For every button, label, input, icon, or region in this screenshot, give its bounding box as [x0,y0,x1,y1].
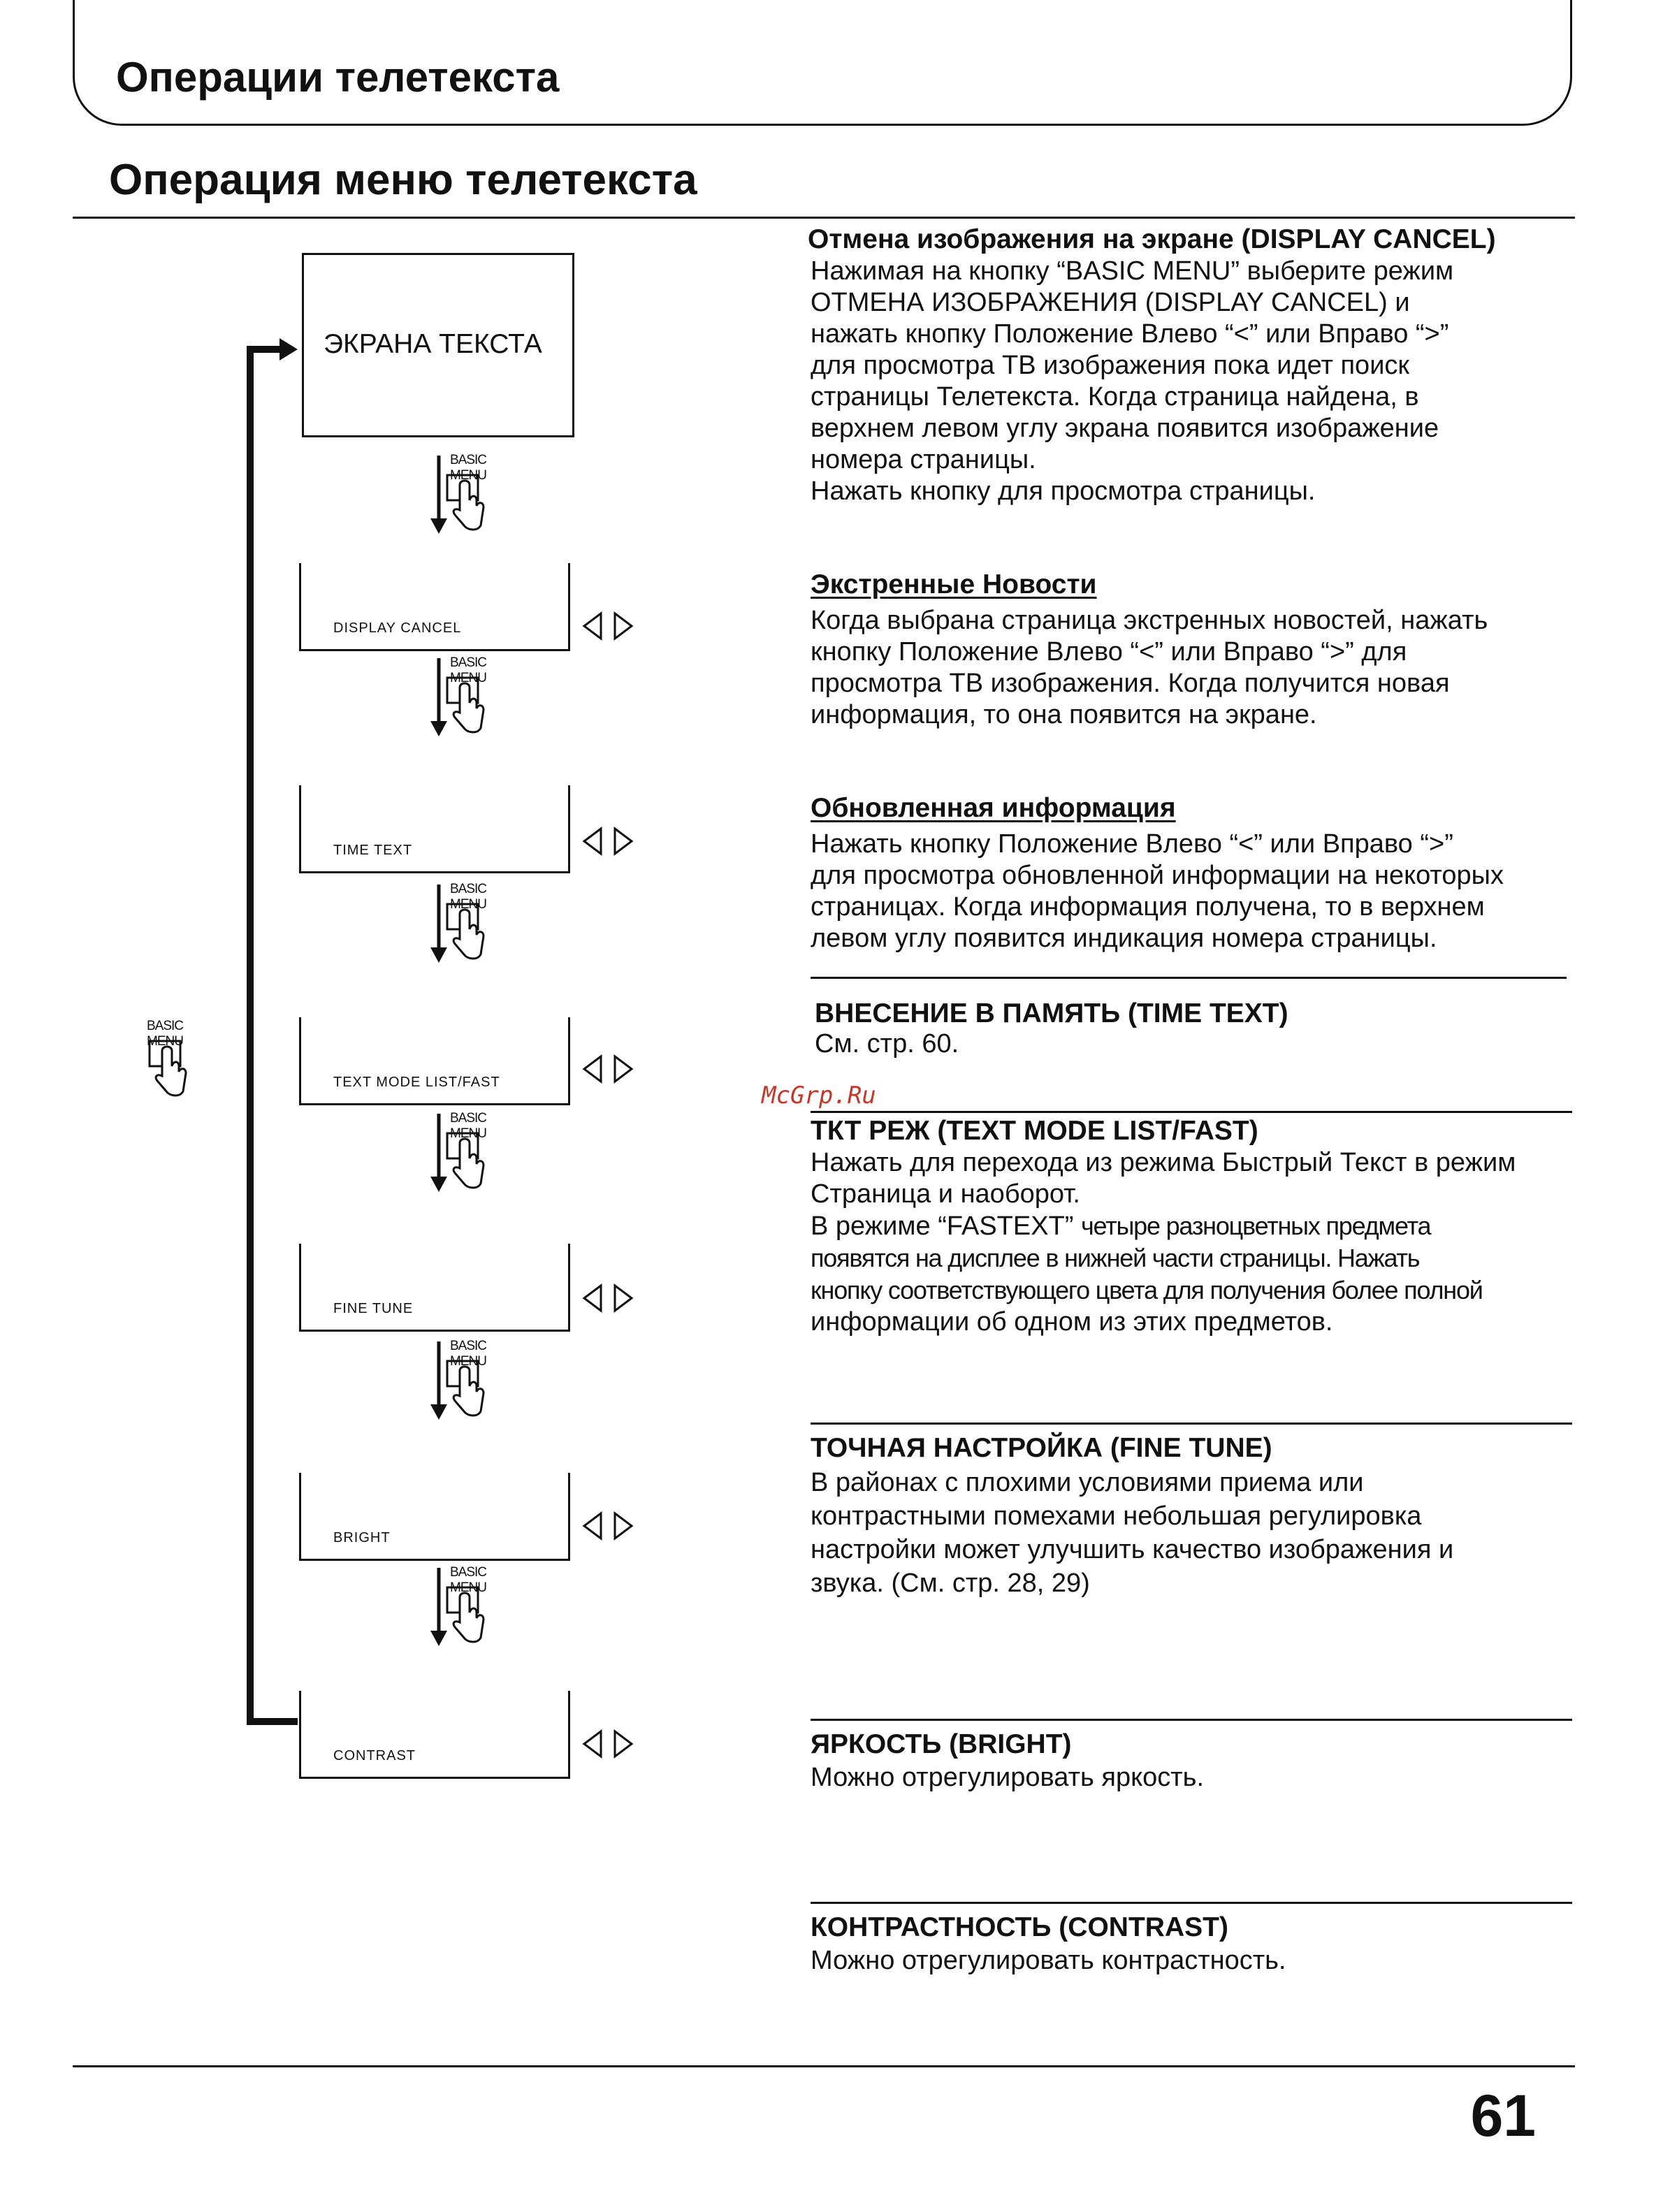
divider [811,1902,1572,1904]
left-right-arrows [584,613,632,1756]
loop-line [250,349,298,1722]
news-flash-heading: Экстренные Новости [811,569,1097,599]
menu-text-mode: TEXT MODE LIST/FAST [299,1017,570,1105]
text-mode-heading: ТКТ РЕЖ (TEXT MODE LIST/FAST) [811,1116,1258,1146]
menu-contrast: CONTRAST [299,1691,570,1779]
menu-bright: BRIGHT [299,1473,570,1561]
menu-fine-tune: FINE TUNE [299,1244,570,1332]
loop-arrowhead [279,338,298,361]
section-title: Операции телетекста [116,54,560,101]
contrast-heading: КОНТРАСТНОСТЬ (CONTRAST) [811,1912,1228,1942]
watermark: McGrp.Ru [762,1082,876,1109]
update-body: Нажать кнопку Положение Влево “<” или Вправо “>” для просмотра обновленной информации на некоторых страницах. Когда информация получена, то в верхнем левом углу появится индикация номера страницы. [811,829,1504,953]
divider [811,1111,1572,1113]
bright-heading: ЯРКОСТЬ (BRIGHT) [811,1729,1072,1759]
news-flash-body: Когда выбрана страница экстренных новостей, нажать кнопку Положение Влево “<” или Вправо “>” для просмотра ТВ изображения. Когда получится новая информация, то она появится на экране. [811,606,1488,729]
bright-body: Можно отрегулировать яркость. [811,1763,1205,1792]
menu-time-text: TIME TEXT [299,785,570,873]
screen-label: ЭКРАНА ТЕКСТА [324,329,542,359]
time-text-heading: ВНЕСЕНИЕ В ПАМЯТЬ (TIME TEXT) [815,998,1288,1028]
display-cancel-heading: Отмена изображения на экране (DISPLAY CANCEL) [808,224,1496,254]
divider [811,1422,1572,1425]
page-title: Операция меню телетекста [109,156,697,204]
fine-tune-heading: ТОЧНАЯ НАСТРОЙКА (FINE TUNE) [811,1433,1272,1463]
update-heading: Обновленная информация [811,793,1176,823]
time-text-body: См. стр. 60. [815,1029,959,1058]
menu-display-cancel: DISPLAY CANCEL [299,563,570,651]
footer-divider [73,2065,1575,2067]
divider [811,977,1567,979]
contrast-body: Можно отрегулировать контрастность. [811,1946,1286,1975]
text-mode-body: Нажать для перехода из режима Быстрый Текст в режим Страница и наоборот. В режиме “FASTEXT” четыре разноцветных предмета появятся на дисплее в нижней части страницы. Нажать кнопку соответствующего цвета для получения более полной информации об одном из этих предметов. [811,1148,1516,1337]
fine-tune-body: В районах с плохими условиями приема или контрастными помехами небольшая регулировка настройки может улучшить качество изображения и звука. (См. стр. 28, 29) [811,1468,1454,1598]
display-cancel-body: Нажимая на кнопку “BASIC MENU” выберите режим ОТМЕНА ИЗОБРАЖЕНИЯ (DISPLAY CANCEL) и нажать кнопку Положение Влево “<” или Вправо “>” для просмотра ТВ изображения пока идет поиск страницы Телетекста. Когда страница найдена, в верхнем левом углу экрана появится изображение номера страницы. Нажать кнопку для просмотра страницы. [811,256,1454,506]
page-number: 61 [1470,2083,1536,2148]
teletext-screen [302,253,574,437]
divider [811,1719,1572,1721]
